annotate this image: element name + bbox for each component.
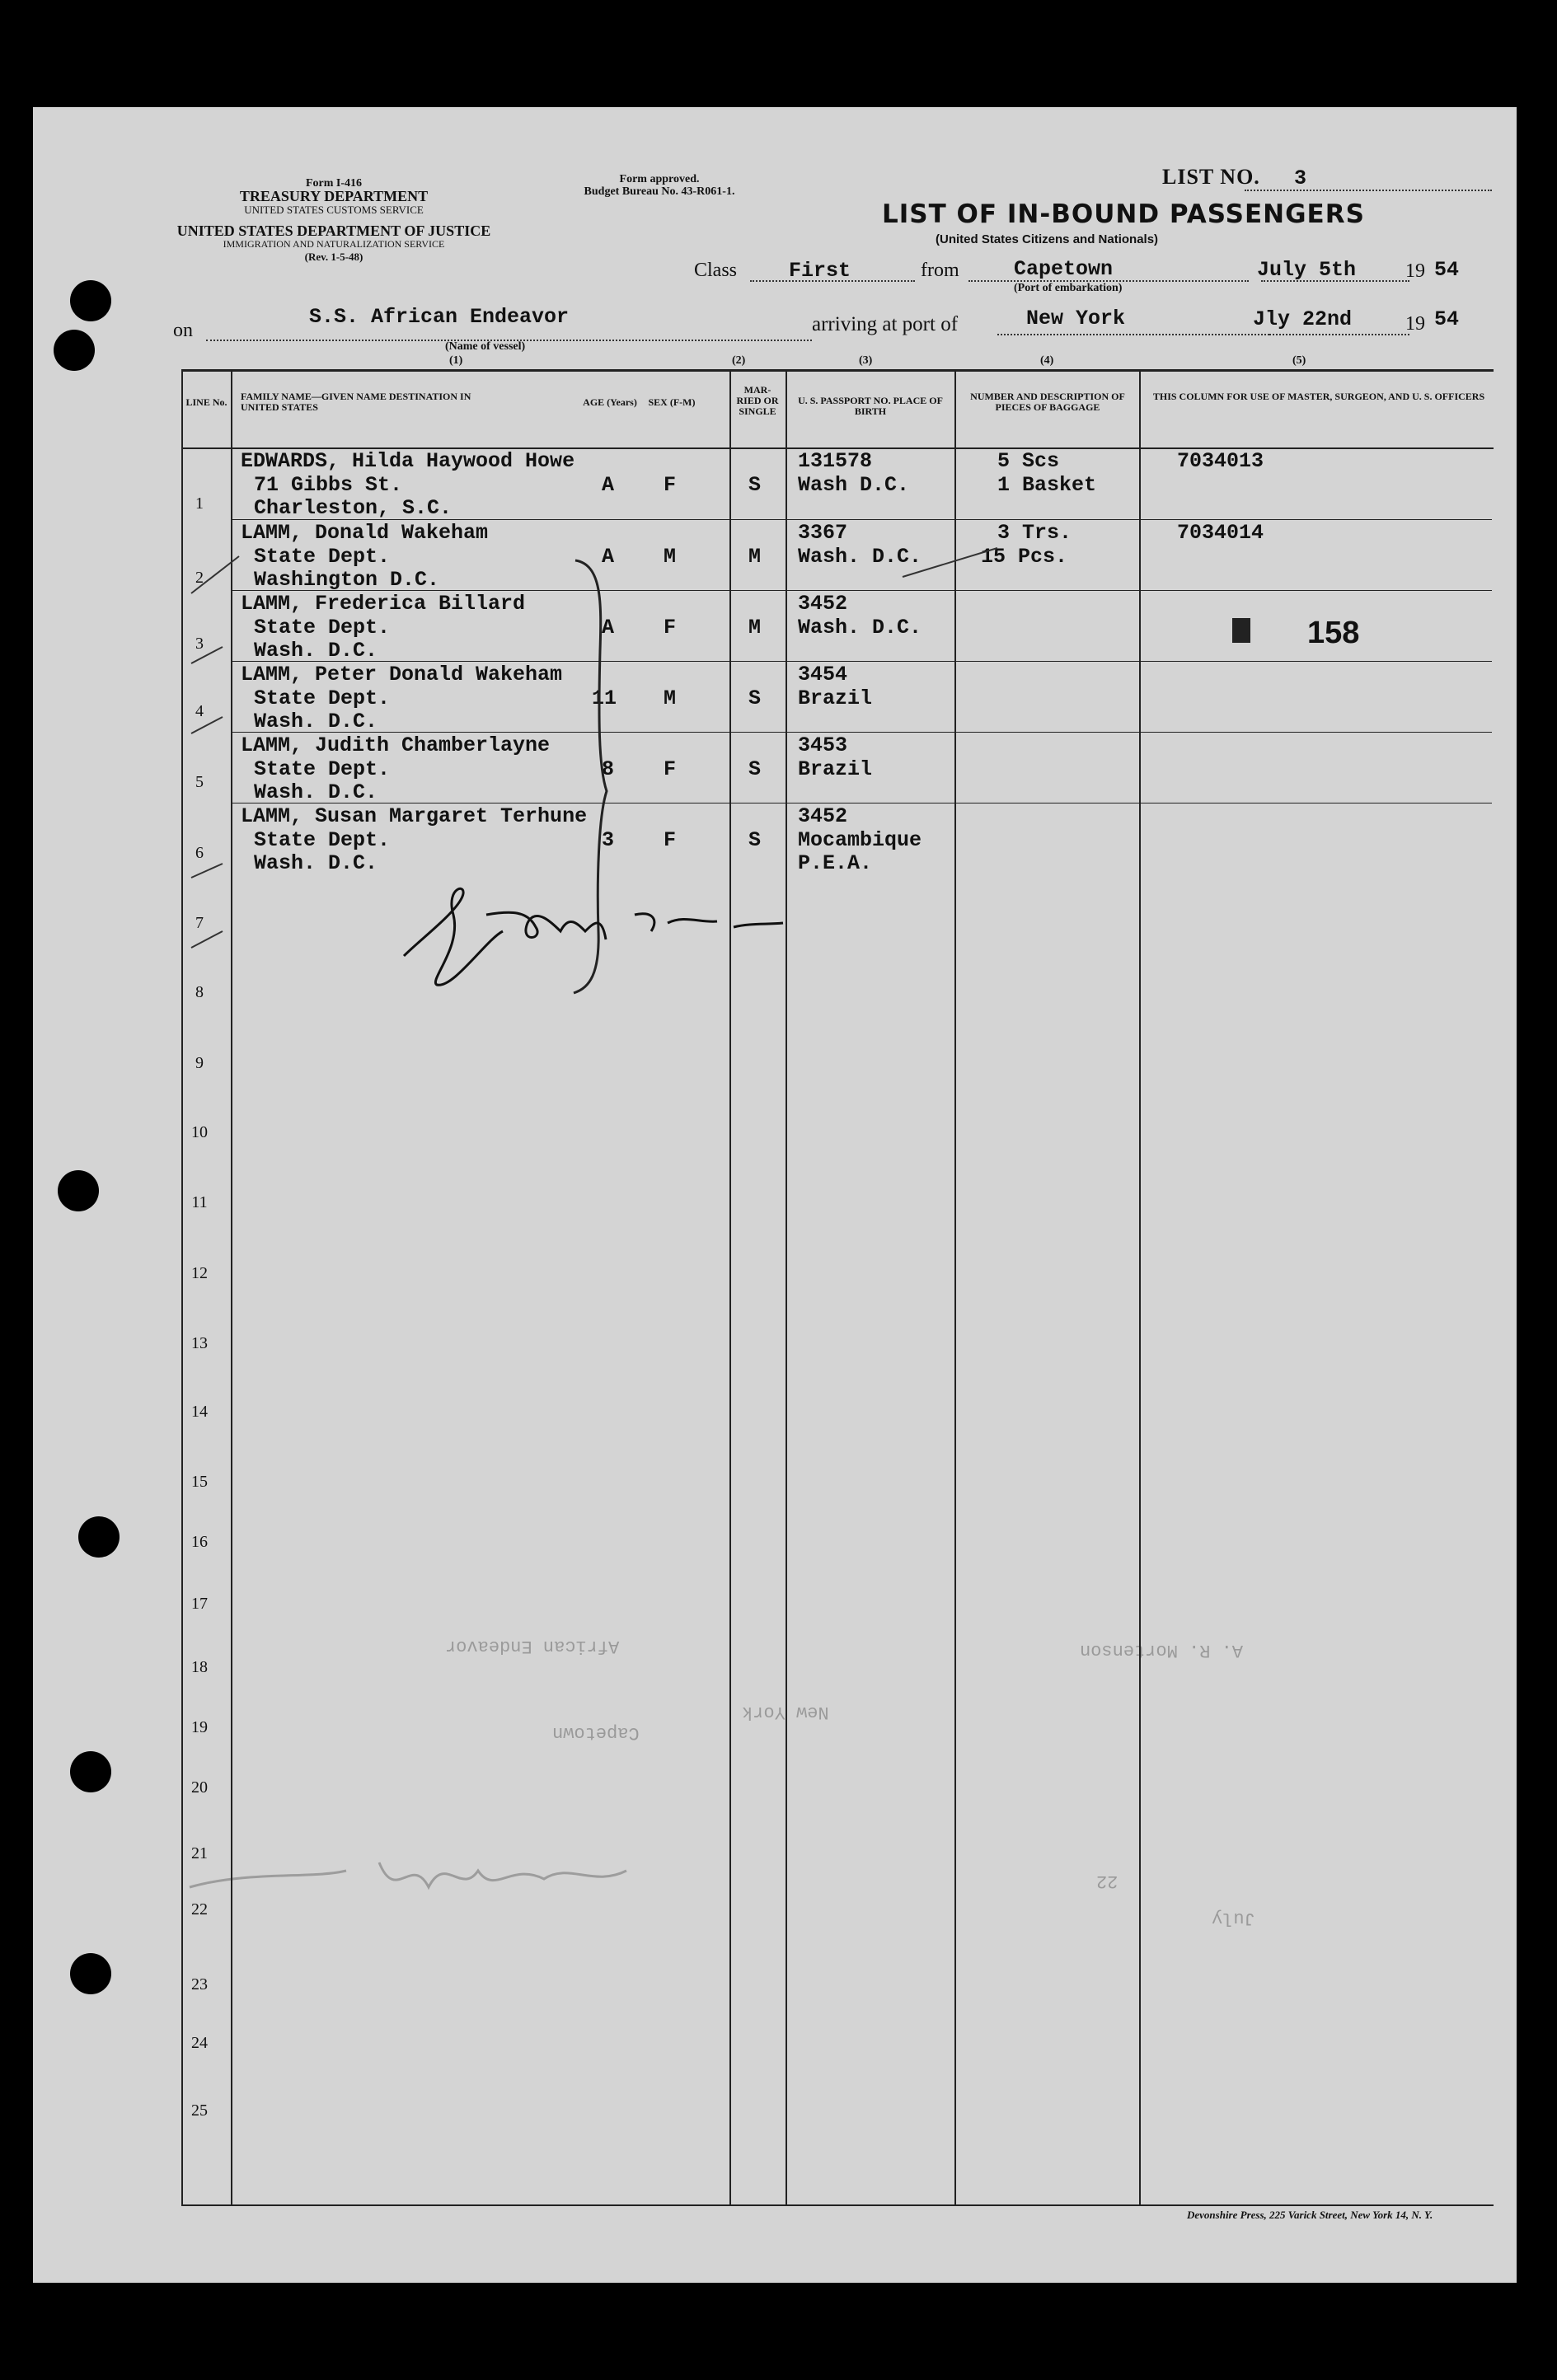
col-line-no: LINE No. [185,396,227,408]
line-number: 3 [195,635,204,653]
treasury-dept: TREASURY DEPARTMENT [239,188,429,204]
passenger-age: A [602,545,615,569]
passenger-city: Wash. D.C. [254,639,378,663]
col-married: MAR-RIED OR SINGLE [736,384,779,417]
passenger-name: LAMM, Judith Chamberlayne [241,733,551,757]
year-arrive: 54 [1434,307,1460,331]
passenger-address: 71 Gibbs St. [254,473,403,497]
ins-service: IMMIGRATION AND NATURALIZATION SERVICE [223,238,445,250]
rule-officers-col [1139,369,1141,2205]
header-approval [536,173,783,198]
passenger-age: A [602,473,615,497]
punch-hole [78,1516,120,1558]
form-number: Form I-416 [305,177,363,190]
passenger-name: EDWARDS, Hilda Haywood Howe [241,449,575,473]
col-baggage: NUMBER AND DESCRIPTION OF PIECES OF BAGGAGE [970,391,1125,413]
col-name: FAMILY NAME—GIVEN NAME DESTINATION IN UNITED STATES [241,391,471,413]
col-sex: SEX (F-M) [648,396,696,408]
punch-hole [70,1751,111,1792]
line-number: 17 [191,1595,208,1613]
passenger-age: 3 [602,828,615,852]
passenger-name: LAMM, Frederica Billard [241,592,526,616]
vessel-caption: (Name of vessel) [445,340,526,353]
rule-status-col [729,369,731,2205]
form-title: LIST OF IN-BOUND PASSENGERS [882,199,1365,229]
date-arrive: Jly 22nd [1253,307,1353,331]
col-num-2: (2) [732,354,746,367]
header-justice [173,224,495,263]
bleed-officer: A. R. Mortenson [1080,1640,1244,1661]
col-num-1: (1) [449,354,463,367]
line-number: 20 [191,1778,208,1797]
row-rule [231,661,1492,662]
passenger-age: 11 [592,686,617,710]
place-of-birth: Brazil [798,757,873,781]
col-num-4: (4) [1040,354,1054,367]
punch-hole [70,1953,111,1994]
passenger-name: LAMM, Peter Donald Wakeham [241,663,563,686]
customs-service: UNITED STATES CUSTOMS SERVICE [244,204,424,216]
line-number: 12 [191,1264,208,1282]
bleed-signature [181,1838,643,1912]
passenger-marital-status: S [748,473,762,497]
place-of-birth-line2: P.E.A. [798,851,873,875]
passenger-address: State Dept. [254,616,391,640]
line-check-marks [190,544,288,1005]
year-depart: 54 [1434,258,1460,282]
passenger-city: Wash. D.C. [254,851,378,875]
line-number: 1 [195,494,204,513]
bleed-embark: Capetown [552,1722,640,1743]
revision: (Rev. 1-5-48) [304,251,363,263]
place-of-birth: Mocambique [798,828,922,852]
header-treasury [214,177,453,216]
line-number: 13 [191,1334,208,1352]
place-of-birth: Wash. D.C. [798,545,922,569]
passenger-marital-status: S [748,686,762,710]
line-number: 8 [195,983,204,1001]
passenger-age: A [602,616,615,640]
stamp-mark [1232,618,1250,643]
passport-number: 3367 [798,521,848,545]
row-rule [231,732,1492,733]
passenger-sex: F [664,757,677,781]
passenger-address: State Dept. [254,828,391,852]
baggage-line1: 5 Scs [997,449,1060,473]
passenger-sex: M [664,686,677,710]
col-passport: U. S. PASSPORT NO. PLACE OF BIRTH [798,395,943,417]
officer-entry: 7034013 [1177,449,1264,473]
col-age: AGE (Years) [583,396,637,408]
line-number: 6 [195,844,204,862]
table-top-rule [181,369,1494,372]
class-value: First [789,259,851,283]
baggage-line2: 15 Pcs. [981,545,1068,569]
line-number: 2 [195,569,204,587]
passenger-sex: M [664,545,677,569]
from-value: Capetown [1014,257,1114,281]
passport-check-mark [898,544,1006,585]
line-number: 23 [191,1975,208,1993]
passenger-name: LAMM, Donald Wakeham [241,521,489,545]
col-officers: THIS COLUMN FOR USE OF MASTER, SURGEON, AND U. S. OFFICERS [1152,391,1485,402]
passenger-sex: F [664,473,677,497]
line-number: 9 [195,1054,204,1072]
line-number: 21 [191,1844,208,1862]
baggage-line2: 1 Basket [997,473,1097,497]
stamp-number: 158 [1307,616,1360,650]
bleed-port: New York [742,1702,829,1722]
passport-number: 131578 [798,449,873,473]
place-of-birth: Wash D.C. [798,473,910,497]
line-number: 22 [191,1900,208,1919]
line-number: 15 [191,1473,208,1491]
punch-hole [58,1170,99,1211]
rule-passport-col [786,369,787,2205]
officer-entry: 7034014 [1177,521,1264,545]
punch-hole [54,330,95,371]
officer-signature [387,865,816,989]
passenger-address: State Dept. [254,545,391,569]
punch-hole [70,280,111,321]
line-number: 24 [191,2034,208,2052]
date-arrive-line [1269,334,1409,335]
passenger-marital-status: M [748,545,762,569]
form-sheet [33,107,1517,2283]
form-approved: Form approved. [619,173,700,185]
passport-number: 3452 [798,592,848,616]
col-num-5: (5) [1292,354,1306,367]
list-no-label: LIST NO. [1162,165,1260,189]
passenger-sex: F [664,616,677,640]
on-label: on [173,320,193,341]
bleed-month: July [1212,1908,1255,1928]
form-subtitle: (United States Citizens and Nationals) [936,232,1159,246]
place-of-birth: Wash. D.C. [798,616,922,640]
bleed-day-2: 22 [1096,1871,1119,1891]
passenger-city: Washington D.C. [254,568,440,592]
arrival-port: New York [1026,307,1126,330]
passport-number: 3454 [798,663,848,686]
year-prefix-2: 19 [1405,313,1425,335]
col-num-3: (3) [859,354,873,367]
passenger-sex: F [664,828,677,852]
port-embarkation-caption: (Port of embarkation) [1014,282,1123,294]
line-number: 16 [191,1533,208,1551]
rule-baggage-col [954,369,956,2205]
passenger-name: LAMM, Susan Margaret Terhune [241,804,588,828]
line-number: 19 [191,1718,208,1736]
class-label: Class [694,260,738,281]
passenger-age: 8 [602,757,615,781]
justice-dept: UNITED STATES DEPARTMENT OF JUSTICE [176,223,491,239]
passenger-marital-status: S [748,757,762,781]
arriving-label: arriving at port of [812,313,959,335]
date-depart: July 5th [1257,258,1357,282]
line-number: 5 [195,773,204,791]
passenger-city: Charleston, S.C. [254,496,453,520]
vessel-name: S.S. African Endeavor [309,305,570,329]
line-number: 10 [191,1123,208,1141]
passenger-address: State Dept. [254,686,391,710]
line-number: 11 [191,1193,208,1211]
passport-number: 3452 [798,804,848,828]
year-prefix: 19 [1405,260,1425,282]
passenger-city: Wash. D.C. [254,780,378,804]
place-of-birth: Brazil [798,686,873,710]
passenger-address: State Dept. [254,757,391,781]
passenger-marital-status: S [748,828,762,852]
passenger-marital-status: M [748,616,762,640]
line-number: 18 [191,1658,208,1676]
printer-credit: Devonshire Press, 225 Varick Street, New York 14, N. Y. [1187,2209,1433,2221]
line-number: 7 [195,914,204,932]
table-bottom-rule [181,2204,1494,2206]
passenger-city: Wash. D.C. [254,710,378,733]
budget-bureau: Budget Bureau No. 43-R061-1. [584,185,735,198]
arrival-port-line [997,334,1269,335]
bleed-vessel: African Endeavor [445,1636,620,1656]
line-number: 14 [191,1403,208,1421]
passport-number: 3453 [798,733,848,757]
baggage-line1: 3 Trs. [997,521,1072,545]
list-no-line [1245,190,1492,191]
from-label: from [921,260,959,281]
line-number: 25 [191,2101,208,2120]
line-number: 4 [195,702,204,720]
list-no-value: 3 [1294,166,1307,190]
